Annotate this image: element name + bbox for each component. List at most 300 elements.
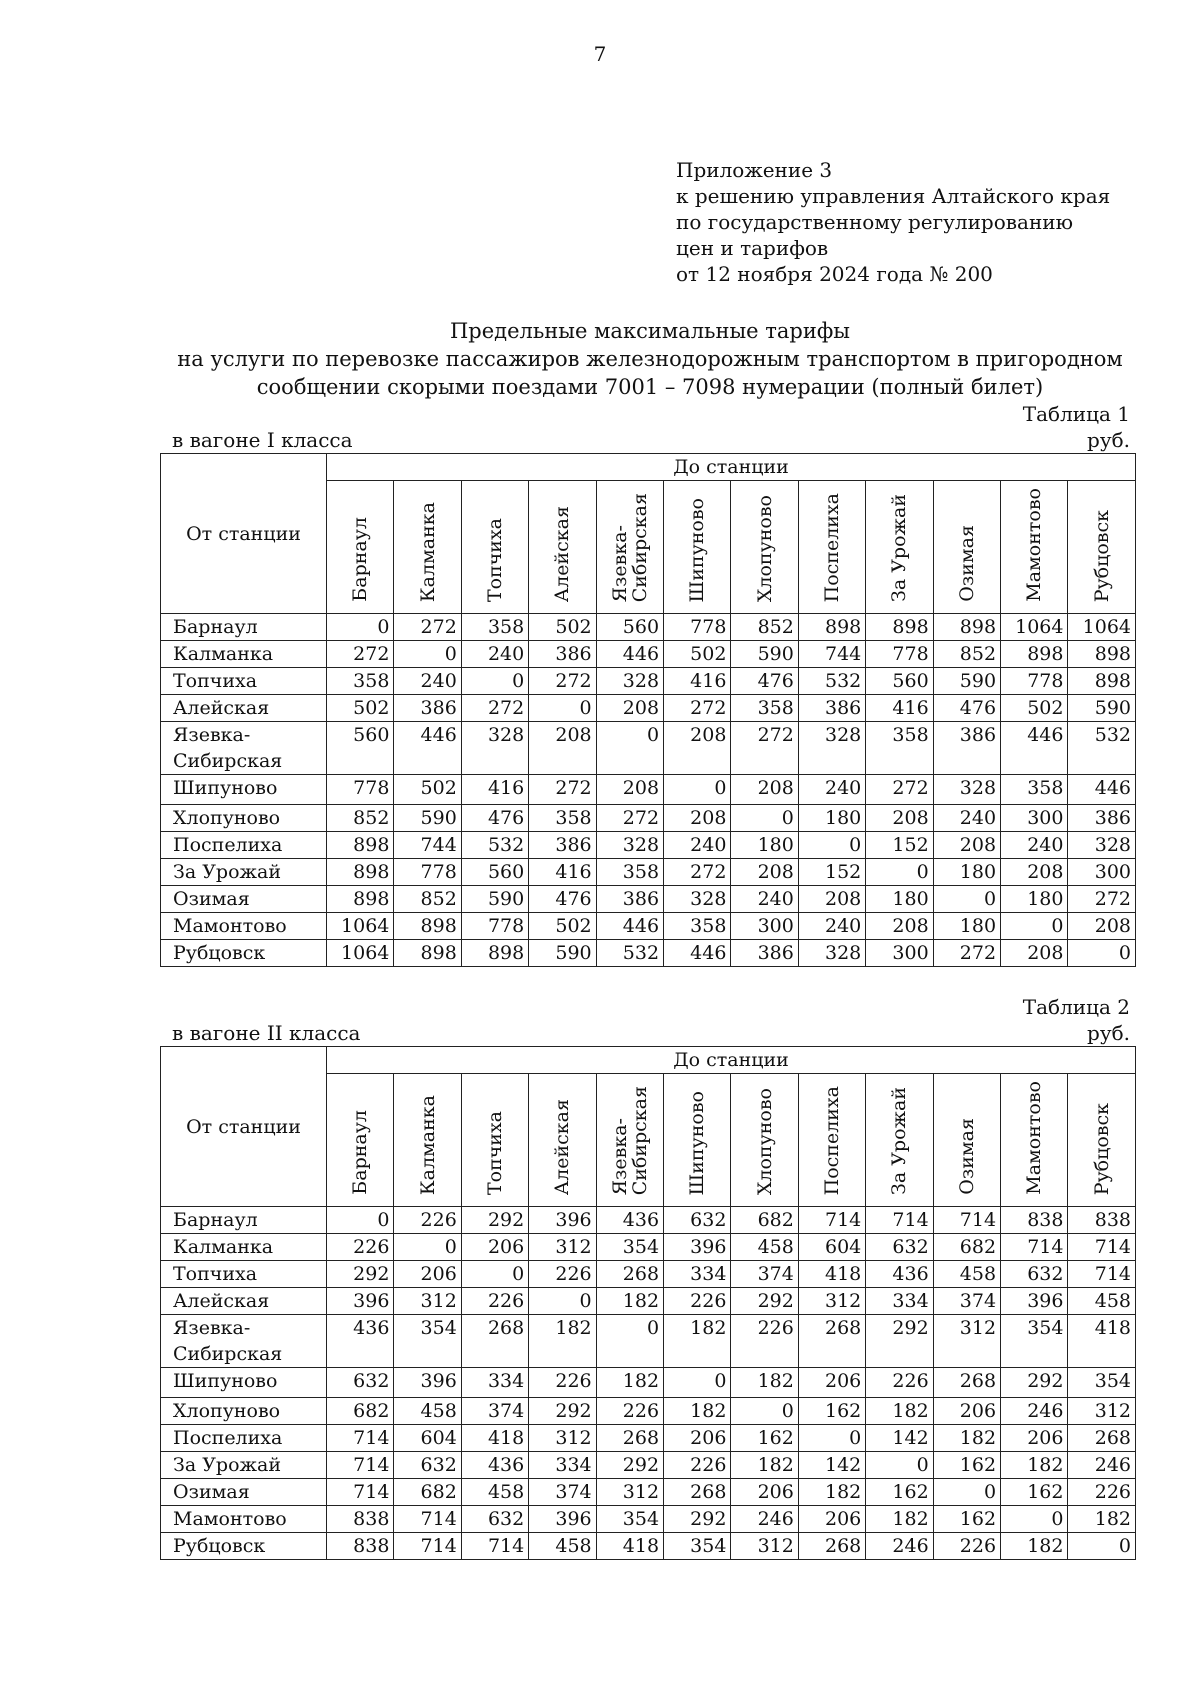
tariff-cell: 386 — [529, 641, 596, 668]
tariff-cell: 334 — [529, 1452, 596, 1479]
tariff-cell: 328 — [596, 832, 663, 859]
tariff-cell: 632 — [327, 1368, 394, 1398]
tariff-cell: 0 — [461, 1261, 528, 1288]
tariff-cell: 632 — [866, 1234, 933, 1261]
tariff-cell: 268 — [933, 1368, 1000, 1398]
tariff-cell: 590 — [1068, 695, 1136, 722]
tariff-cell: 458 — [933, 1261, 1000, 1288]
tariff-cell: 208 — [798, 886, 865, 913]
table-2-wagon: в вагоне II класса — [172, 1021, 361, 1045]
column-header — [327, 481, 394, 614]
tariff-cell: 312 — [798, 1288, 865, 1315]
table-row — [161, 859, 1136, 886]
tariff-cell: 0 — [731, 805, 798, 832]
tariff-cell: 0 — [327, 614, 394, 641]
tariff-cell: 206 — [731, 1479, 798, 1506]
column-station-name: Шипуново — [686, 1090, 709, 1195]
column-station-name: Поспелиха — [821, 1085, 844, 1195]
tariff-cell: 272 — [1068, 886, 1136, 913]
tariff-cell: 328 — [1068, 832, 1136, 859]
table-row — [161, 1425, 1136, 1452]
tariff-cell: 292 — [1001, 1368, 1068, 1398]
table-row — [161, 1368, 1136, 1398]
tariff-cell: 152 — [866, 832, 933, 859]
row-station-name: Озимая — [161, 1479, 327, 1506]
row-station-name: Шипуново — [161, 1368, 327, 1398]
tariff-cell: 778 — [1001, 668, 1068, 695]
tariff-cell: 458 — [394, 1398, 461, 1425]
tariff-cell: 208 — [664, 805, 731, 832]
table-row — [161, 722, 1136, 775]
tariff-cell: 632 — [394, 1452, 461, 1479]
tariff-cell: 386 — [596, 886, 663, 913]
tariff-cell: 226 — [866, 1368, 933, 1398]
tariff-cell: 246 — [1001, 1398, 1068, 1425]
column-header — [1001, 1074, 1068, 1207]
tariff-cell: 358 — [866, 722, 933, 775]
tariff-cell: 446 — [394, 722, 461, 775]
tariff-table-2 — [160, 1046, 1136, 1560]
tariff-cell: 272 — [394, 614, 461, 641]
tariff-cell: 206 — [461, 1234, 528, 1261]
table-row — [161, 668, 1136, 695]
tariff-cell: 852 — [327, 805, 394, 832]
column-station-name: Озимая — [955, 1118, 978, 1195]
column-header — [394, 481, 461, 614]
column-header — [731, 1074, 798, 1207]
tariff-cell: 396 — [327, 1288, 394, 1315]
tariff-cell: 416 — [664, 668, 731, 695]
column-header — [1068, 1074, 1136, 1207]
tariff-cell: 208 — [933, 832, 1000, 859]
appendix-line: от 12 ноября 2024 года № 200 — [676, 262, 993, 286]
row-station-name: За Урожай — [161, 1452, 327, 1479]
tariff-cell: 208 — [1068, 913, 1136, 940]
table-row — [161, 805, 1136, 832]
tariff-cell: 226 — [529, 1368, 596, 1398]
tariff-cell: 240 — [731, 886, 798, 913]
tariff-cell: 838 — [1068, 1207, 1136, 1234]
tariff-cell: 590 — [461, 886, 528, 913]
tariff-cell: 1064 — [327, 940, 394, 967]
tariff-cell: 898 — [461, 940, 528, 967]
tariff-cell: 208 — [664, 722, 731, 775]
tariff-cell: 358 — [731, 695, 798, 722]
tariff-cell: 142 — [798, 1452, 865, 1479]
tariff-cell: 208 — [731, 775, 798, 805]
tariff-cell: 374 — [731, 1261, 798, 1288]
tariff-cell: 838 — [327, 1506, 394, 1533]
tariff-cell: 0 — [461, 668, 528, 695]
tariff-cell: 206 — [933, 1398, 1000, 1425]
row-station-name: Калманка — [161, 1234, 327, 1261]
table-row — [161, 913, 1136, 940]
tariff-cell: 682 — [933, 1234, 1000, 1261]
tariff-cell: 226 — [1068, 1479, 1136, 1506]
tariff-cell: 0 — [1068, 940, 1136, 967]
row-station-name: Топчиха — [161, 1261, 327, 1288]
tariff-cell: 458 — [731, 1234, 798, 1261]
tariff-cell: 714 — [327, 1452, 394, 1479]
row-station-name: Поспелиха — [161, 1425, 327, 1452]
tariff-cell: 208 — [596, 775, 663, 805]
column-station-name: Шипуново — [686, 497, 709, 602]
tariff-cell: 300 — [731, 913, 798, 940]
to-station-header: До станции — [327, 454, 1136, 481]
tariff-cell: 418 — [596, 1533, 663, 1560]
tariff-cell: 386 — [394, 695, 461, 722]
tariff-cell: 312 — [596, 1479, 663, 1506]
table-2-label: Таблица 2 — [1022, 995, 1130, 1019]
tariff-cell: 292 — [866, 1315, 933, 1368]
tariff-cell: 268 — [1068, 1425, 1136, 1452]
column-header — [933, 481, 1000, 614]
column-header — [664, 1074, 731, 1207]
tariff-cell: 182 — [1001, 1452, 1068, 1479]
tariff-cell: 206 — [798, 1506, 865, 1533]
tariff-cell: 590 — [394, 805, 461, 832]
table-row — [161, 695, 1136, 722]
tariff-cell: 272 — [529, 668, 596, 695]
appendix-line: цен и тарифов — [676, 236, 829, 260]
tariff-cell: 0 — [664, 775, 731, 805]
title-line: Предельные максимальные тарифы — [449, 319, 851, 343]
tariff-cell: 386 — [529, 832, 596, 859]
from-station-header: От станции — [161, 454, 327, 614]
column-header — [731, 481, 798, 614]
tariff-cell: 272 — [327, 641, 394, 668]
tariff-cell: 898 — [1001, 641, 1068, 668]
tariff-cell: 590 — [731, 641, 798, 668]
tariff-cell: 632 — [1001, 1261, 1068, 1288]
tariff-cell: 182 — [933, 1425, 1000, 1452]
tariff-cell: 272 — [664, 859, 731, 886]
tariff-cell: 604 — [798, 1234, 865, 1261]
tariff-cell: 0 — [1001, 913, 1068, 940]
tariff-cell: 226 — [327, 1234, 394, 1261]
column-station-name: Рубцовск — [1090, 1102, 1113, 1195]
tariff-cell: 354 — [664, 1533, 731, 1560]
tariff-cell: 358 — [1001, 775, 1068, 805]
tariff-cell: 354 — [596, 1234, 663, 1261]
tariff-cell: 152 — [798, 859, 865, 886]
table-1-wagon: в вагоне I класса — [172, 428, 353, 452]
tariff-cell: 416 — [866, 695, 933, 722]
tariff-cell: 292 — [461, 1207, 528, 1234]
appendix-line: к решению управления Алтайского края — [676, 184, 1111, 208]
tariff-cell: 272 — [866, 775, 933, 805]
tariff-cell: 272 — [461, 695, 528, 722]
tariff-cell: 208 — [866, 913, 933, 940]
column-station-name: Язевка- Сибирская — [608, 1085, 651, 1195]
tariff-cell: 502 — [664, 641, 731, 668]
tariff-cell: 1064 — [1068, 614, 1136, 641]
tariff-cell: 682 — [394, 1479, 461, 1506]
tariff-cell: 396 — [394, 1368, 461, 1398]
row-station-name: Мамонтово — [161, 1506, 327, 1533]
tariff-cell: 0 — [327, 1207, 394, 1234]
tariff-cell: 182 — [731, 1452, 798, 1479]
tariff-cell: 358 — [529, 805, 596, 832]
tariff-cell: 532 — [461, 832, 528, 859]
to-station-header: До станции — [327, 1047, 1136, 1074]
tariff-cell: 446 — [1001, 722, 1068, 775]
tariff-table-1 — [160, 453, 1136, 967]
tariff-cell: 0 — [596, 1315, 663, 1368]
tariff-cell: 682 — [731, 1207, 798, 1234]
tariff-cell: 778 — [327, 775, 394, 805]
tariff-cell: 300 — [1001, 805, 1068, 832]
table-row — [161, 614, 1136, 641]
tariff-cell: 1064 — [1001, 614, 1068, 641]
tariff-cell: 354 — [1068, 1368, 1136, 1398]
tariff-cell: 328 — [461, 722, 528, 775]
tariff-cell: 240 — [394, 668, 461, 695]
tariff-cell: 446 — [1068, 775, 1136, 805]
tariff-cell: 358 — [461, 614, 528, 641]
tariff-cell: 0 — [529, 1288, 596, 1315]
tariff-cell: 744 — [798, 641, 865, 668]
tariff-cell: 182 — [596, 1368, 663, 1398]
column-header — [798, 481, 865, 614]
tariff-cell: 560 — [461, 859, 528, 886]
column-header — [529, 1074, 596, 1207]
tariff-cell: 416 — [461, 775, 528, 805]
tariff-cell: 268 — [596, 1425, 663, 1452]
tariff-cell: 162 — [798, 1398, 865, 1425]
column-station-name: Язевка- Сибирская — [608, 492, 651, 602]
tariff-cell: 240 — [798, 913, 865, 940]
tariff-cell: 458 — [529, 1533, 596, 1560]
tariff-cell: 268 — [798, 1315, 865, 1368]
tariff-cell: 292 — [596, 1452, 663, 1479]
tariff-cell: 182 — [529, 1315, 596, 1368]
tariff-cell: 560 — [596, 614, 663, 641]
tariff-cell: 226 — [664, 1288, 731, 1315]
tariff-cell: 246 — [1068, 1452, 1136, 1479]
row-station-name: Барнаул — [161, 1207, 327, 1234]
column-header — [798, 1074, 865, 1207]
tariff-cell: 180 — [866, 886, 933, 913]
row-station-name: Рубцовск — [161, 940, 327, 967]
tariff-cell: 502 — [529, 913, 596, 940]
tariff-cell: 714 — [327, 1425, 394, 1452]
tariff-cell: 632 — [664, 1207, 731, 1234]
tariff-cell: 182 — [596, 1288, 663, 1315]
tariff-cell: 312 — [731, 1533, 798, 1560]
tariff-cell: 632 — [461, 1506, 528, 1533]
tariff-cell: 446 — [596, 641, 663, 668]
tariff-cell: 240 — [461, 641, 528, 668]
tariff-cell: 714 — [327, 1479, 394, 1506]
tariff-cell: 208 — [1001, 859, 1068, 886]
column-station-name: Калманка — [416, 1094, 439, 1195]
tariff-cell: 226 — [731, 1315, 798, 1368]
row-station-name: Алейская — [161, 695, 327, 722]
column-station-name: Топчиха — [484, 1110, 507, 1195]
column-header — [529, 481, 596, 614]
column-station-name: Алейская — [551, 505, 574, 602]
tariff-cell: 354 — [1001, 1315, 1068, 1368]
tariff-cell: 778 — [664, 614, 731, 641]
tariff-cell: 590 — [529, 940, 596, 967]
column-station-name: Мамонтово — [1023, 1081, 1046, 1195]
tariff-cell: 0 — [1001, 1506, 1068, 1533]
tariff-cell: 268 — [664, 1479, 731, 1506]
tariff-cell: 162 — [933, 1452, 1000, 1479]
column-header — [866, 481, 933, 614]
tariff-cell: 142 — [866, 1425, 933, 1452]
tariff-cell: 240 — [798, 775, 865, 805]
tariff-cell: 476 — [731, 668, 798, 695]
row-station-name: Калманка — [161, 641, 327, 668]
tariff-cell: 358 — [664, 913, 731, 940]
table-row — [161, 1398, 1136, 1425]
tariff-cell: 0 — [866, 859, 933, 886]
tariff-cell: 386 — [798, 695, 865, 722]
column-station-name: Калманка — [416, 501, 439, 602]
tariff-cell: 714 — [1001, 1234, 1068, 1261]
tariff-cell: 312 — [394, 1288, 461, 1315]
table-1-label: Таблица 1 — [1022, 402, 1130, 426]
tariff-cell: 1064 — [327, 913, 394, 940]
tariff-cell: 714 — [1068, 1234, 1136, 1261]
tariff-cell: 714 — [394, 1506, 461, 1533]
row-station-name: Язевка- Сибирская — [161, 1315, 327, 1368]
tariff-cell: 268 — [461, 1315, 528, 1368]
tariff-cell: 206 — [664, 1425, 731, 1452]
tariff-cell: 396 — [529, 1506, 596, 1533]
column-station-name: Поспелиха — [821, 492, 844, 602]
tariff-cell: 272 — [664, 695, 731, 722]
row-station-name: Озимая — [161, 886, 327, 913]
tariff-cell: 182 — [731, 1368, 798, 1398]
tariff-cell: 778 — [394, 859, 461, 886]
tariff-cell: 436 — [327, 1315, 394, 1368]
tariff-cell: 182 — [664, 1315, 731, 1368]
table-row — [161, 940, 1136, 967]
tariff-cell: 0 — [798, 832, 865, 859]
tariff-cell: 292 — [327, 1261, 394, 1288]
tariff-cell: 436 — [596, 1207, 663, 1234]
tariff-cell: 226 — [664, 1452, 731, 1479]
tariff-cell: 312 — [933, 1315, 1000, 1368]
row-station-name: Рубцовск — [161, 1533, 327, 1560]
tariff-cell: 898 — [866, 614, 933, 641]
tariff-cell: 162 — [866, 1479, 933, 1506]
tariff-cell: 0 — [933, 1479, 1000, 1506]
tariff-cell: 714 — [798, 1207, 865, 1234]
table-row — [161, 641, 1136, 668]
tariff-cell: 714 — [866, 1207, 933, 1234]
tariff-cell: 208 — [866, 805, 933, 832]
column-station-name: Барнаул — [349, 1110, 372, 1195]
column-station-name: Барнаул — [349, 517, 372, 602]
tariff-cell: 502 — [529, 614, 596, 641]
row-station-name: Барнаул — [161, 614, 327, 641]
column-station-name: Алейская — [551, 1098, 574, 1195]
tariff-cell: 560 — [866, 668, 933, 695]
column-header — [1068, 481, 1136, 614]
from-station-header: От станции — [161, 1047, 327, 1207]
table-1-unit: руб. — [1087, 428, 1130, 452]
table-row — [161, 1207, 1136, 1234]
tariff-cell: 0 — [866, 1452, 933, 1479]
tariff-cell: 898 — [798, 614, 865, 641]
tariff-cell: 272 — [933, 940, 1000, 967]
tariff-cell: 838 — [327, 1533, 394, 1560]
tariff-cell: 386 — [933, 722, 1000, 775]
tariff-cell: 0 — [529, 695, 596, 722]
tariff-cell: 778 — [866, 641, 933, 668]
column-header — [327, 1074, 394, 1207]
tariff-cell: 312 — [1068, 1398, 1136, 1425]
table-row — [161, 886, 1136, 913]
tariff-cell: 898 — [933, 614, 1000, 641]
column-header — [596, 481, 663, 614]
table-row — [161, 1261, 1136, 1288]
tariff-cell: 246 — [866, 1533, 933, 1560]
tariff-cell: 436 — [461, 1452, 528, 1479]
tariff-cell: 208 — [596, 695, 663, 722]
tariff-cell: 162 — [1001, 1479, 1068, 1506]
column-station-name: Рубцовск — [1090, 509, 1113, 602]
tariff-cell: 714 — [1068, 1261, 1136, 1288]
tariff-cell: 292 — [529, 1398, 596, 1425]
tariff-cell: 458 — [461, 1479, 528, 1506]
page-number: 7 — [593, 42, 607, 66]
tariff-cell: 418 — [461, 1425, 528, 1452]
tariff-cell: 206 — [394, 1261, 461, 1288]
tariff-cell: 898 — [327, 832, 394, 859]
appendix-line: по государственному регулированию — [676, 210, 1074, 234]
tariff-cell: 182 — [866, 1398, 933, 1425]
table-row — [161, 775, 1136, 805]
tariff-cell: 838 — [1001, 1207, 1068, 1234]
tariff-cell: 226 — [933, 1533, 1000, 1560]
tariff-cell: 396 — [1001, 1288, 1068, 1315]
column-station-name: Топчиха — [484, 517, 507, 602]
tariff-cell: 0 — [933, 886, 1000, 913]
column-header — [596, 1074, 663, 1207]
tariff-cell: 418 — [798, 1261, 865, 1288]
tariff-cell: 354 — [394, 1315, 461, 1368]
tariff-cell: 0 — [394, 641, 461, 668]
tariff-cell: 374 — [529, 1479, 596, 1506]
tariff-cell: 182 — [1068, 1506, 1136, 1533]
column-station-name: Хлопуново — [753, 494, 776, 602]
tariff-cell: 532 — [798, 668, 865, 695]
tariff-cell: 272 — [529, 775, 596, 805]
tariff-cell: 532 — [1068, 722, 1136, 775]
tariff-cell: 682 — [327, 1398, 394, 1425]
tariff-cell: 898 — [394, 940, 461, 967]
tariff-cell: 162 — [933, 1506, 1000, 1533]
tariff-cell: 446 — [596, 913, 663, 940]
column-header — [461, 1074, 528, 1207]
tariff-cell: 416 — [529, 859, 596, 886]
title-line: сообщении скорыми поездами 7001 – 7098 нумерации (полный билет) — [256, 375, 1044, 399]
tariff-cell: 328 — [933, 775, 1000, 805]
column-station-name: Озимая — [955, 525, 978, 602]
tariff-cell: 358 — [327, 668, 394, 695]
tariff-cell: 180 — [933, 859, 1000, 886]
tariff-cell: 0 — [731, 1398, 798, 1425]
tariff-cell: 560 — [327, 722, 394, 775]
tariff-cell: 180 — [798, 805, 865, 832]
tariff-cell: 898 — [1068, 641, 1136, 668]
row-station-name: Топчиха — [161, 668, 327, 695]
